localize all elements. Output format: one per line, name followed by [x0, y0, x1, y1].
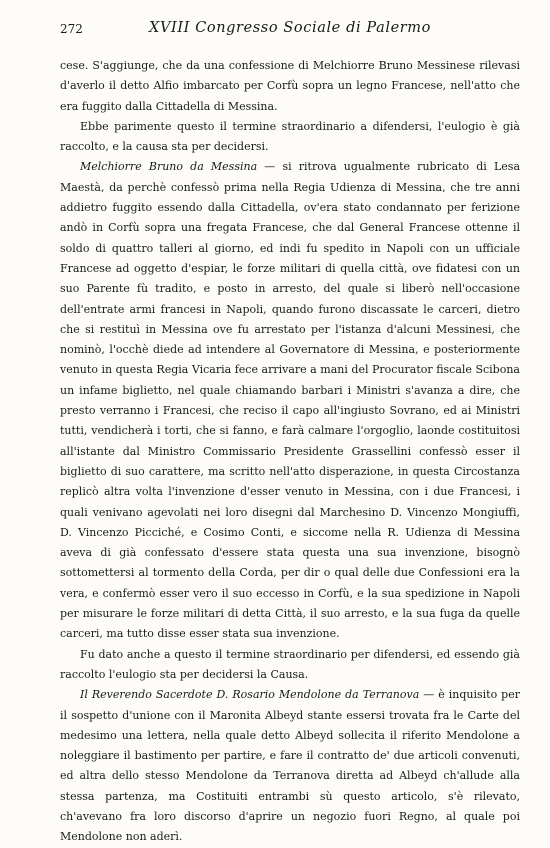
paragraph-2: [60, 117, 520, 158]
paragraph-text: — si ritrova ugualmente rubricato di Lesa Maestà, da perchè confessò prima nella Regia Udienza di Messina, che tre anni addietro fuggito essendo dalla Cittadella, ov'era stato condannato per ferizione andò in Corfù sopra una fregata Francese, che dal General Francese ottenne il soldo di quattro talleri al giorno, ed indi fu spedito in Napoli con un ufficiale Francese ad oggetto d'espiar, le forze militari di quella città, ove fidatesi con un suo Parente fù tradito, e posto in arresto, del quale si liberò nell'occasione dell'entrate armi francesi in Napoli, quando furono discassate le carceri, dietro che si restituì in Messina ove fu arrestato per l'istanza d'alcuni Messinesi, che nominò, l'occhè diede ad intendere al Governatore di Messina, e posteriormente venuto in questa Regia Vicaria fece arrivare a mani del Procurator fiscale Scibona un infame biglietto, nel quale chiamando barbari i Ministri s'avanza a dire, che presto verranno i Francesi, che reciso il capo all'ingiusto Sovrano, ed ai Ministri tutti, vendicherà i torti, che si fanno, e farà calmare l'orgoglio, laonde costituitosi all'istante dal Ministro Commissario Presidente Grassellini confessò esser il biglietto di suo carattere, ma scritto nell'atto disperazione, in questa Circostanza replicò altra volta l'invenzione d'esser venuto in Messina, con i due Francesi, i quali venivano agevolati nei loro disegni dal Marchesino D. Vincenzo Mongiuffi, D. Vincenzo Picciché, e Cosimo Conti, e siccome nella R. Udienza di Messina aveva di già confessato d'essere stata questa una sua invenzione, bisognò sottomettersi al tormento della Corda, per dir o qual delle due Confessioni era la vera, e confermò esser vero il suo eccesso in Corfù, e la sua spedizione in Napoli per misurare le forze militari di detta Città, il suo arresto, e la sua fuga da quelle carceri, ma tutto disse esser stata sua invenzione.: [60, 160, 520, 641]
paragraph-4: [60, 645, 520, 686]
paragraph-text: — è inquisito per il sospetto d'unione con il Maronita Albeyd stante essersi trovata fra le Carte del medesimo una lettera, nella quale detto Albeyd sollecita il riferito Mendolone a noleggiare il bastimento per partire, e fare il contratto de' due articoli convenuti, ed altra dello stesso Mendolone da Terranova diretta ad Albeyd ch'allude alla stessa partenza, ma Costituiti entrambi sù questo articolo, s'è rilevato, ch'avevano fra loro discorso d'aprire un negozio fuori Regno, al quale poi Mendolone non aderì.: [60, 688, 520, 844]
page-header: [60, 18, 520, 42]
paragraph-1: [60, 56, 520, 117]
paragraph-text: Fu dato anche a questo il termine straordinario per difendersi, ed essendo già raccolto l'eulogio sta per decidersi la Causa.: [60, 647, 520, 681]
paragraph-3: [60, 157, 520, 644]
paragraph-text: cese. S'aggiunge, che da una confessione di Melchiorre Bruno Messinese rilevasi d'averlo il detto Alfio imbarcato per Corfù sopra un legno Francese, nell'atto che era fuggito dalla Cittadella di Messina.: [60, 59, 520, 113]
running-title: XVIII Congresso Sociale di Palermo: [149, 20, 431, 36]
paragraph-lead: Melchiorre Bruno da Messina: [80, 160, 258, 174]
page-number: 272: [60, 22, 83, 36]
paragraph-5: [60, 685, 520, 847]
body-text: [60, 56, 520, 848]
paragraph-lead: Il Reverendo Sacerdote D. Rosario Mendolone da Terranova: [80, 688, 420, 702]
paragraph-text: Ebbe parimente questo il termine straordinario a difendersi, l'eulogio è già raccolto, e la causa sta per decidersi.: [60, 119, 520, 154]
